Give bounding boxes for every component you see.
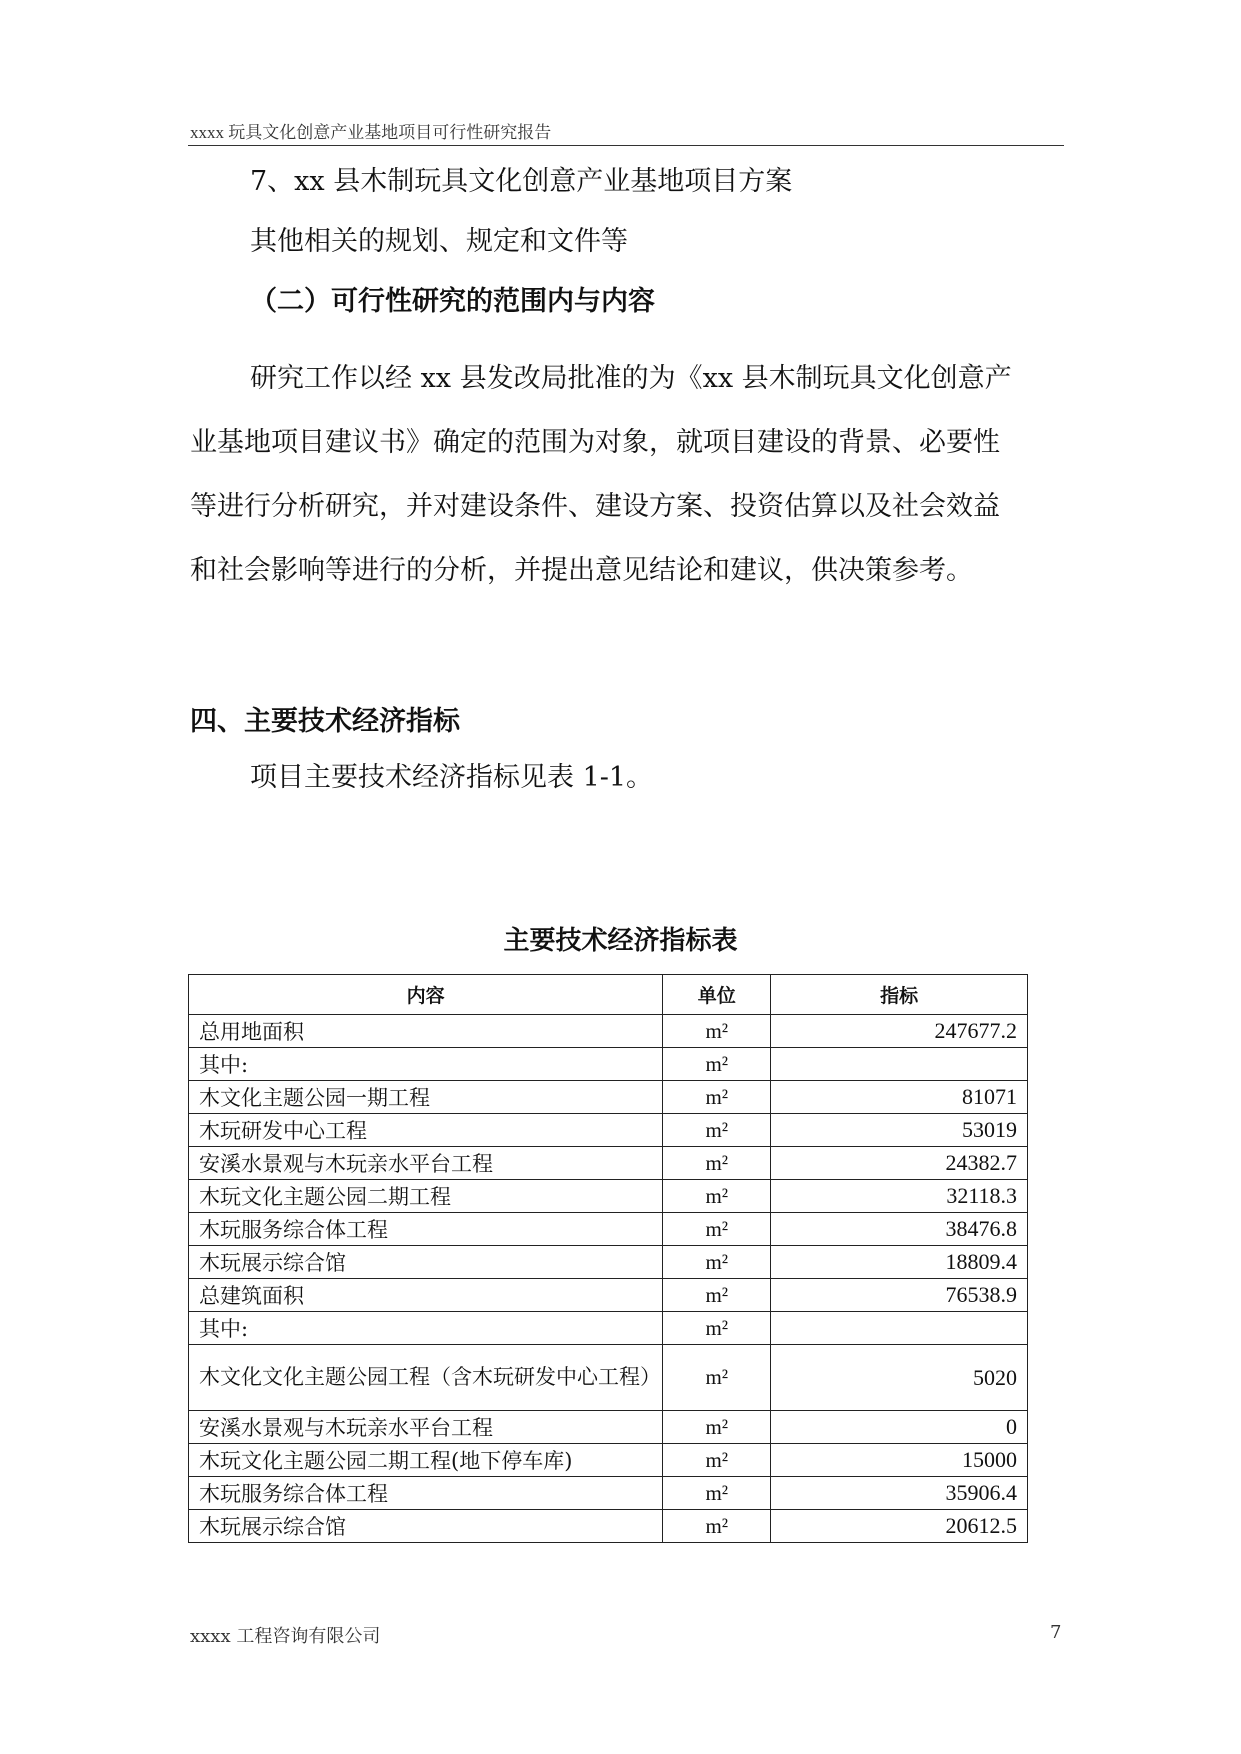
cell-unit: m² bbox=[663, 1279, 771, 1312]
cell-content: 其中: bbox=[189, 1312, 663, 1345]
table-title: 主要技术经济指标表 bbox=[503, 926, 738, 956]
cell-unit: m² bbox=[663, 1180, 771, 1213]
cell-value bbox=[771, 1312, 1028, 1345]
cell-value bbox=[771, 1048, 1028, 1081]
table-row bbox=[189, 1477, 1028, 1510]
page-header-title: xxxx 玩具文化创意产业基地项目可行性研究报告 bbox=[190, 123, 552, 142]
table-row bbox=[189, 1081, 1028, 1114]
scope-line: 等进行分析研究，并对建设条件、建设方案、投资估算以及社会效益 bbox=[190, 491, 1000, 522]
table-row bbox=[189, 1246, 1028, 1279]
table-row bbox=[189, 1411, 1028, 1444]
cell-value: 76538.9 bbox=[771, 1279, 1028, 1312]
cell-content: 安溪水景观与木玩亲水平台工程 bbox=[189, 1411, 663, 1444]
header-content: 内容 bbox=[189, 975, 663, 1015]
scope-line: 和社会影响等进行的分析，并提出意见结论和建议，供决策参考。 bbox=[190, 555, 973, 586]
cell-unit: m² bbox=[663, 1477, 771, 1510]
cell-content: 安溪水景观与木玩亲水平台工程 bbox=[189, 1147, 663, 1180]
cell-content: 木文化主题公园一期工程 bbox=[189, 1081, 663, 1114]
table-row bbox=[189, 1213, 1028, 1246]
table-row bbox=[189, 1114, 1028, 1147]
section-4-heading: 四、主要技术经济指标 bbox=[190, 706, 460, 737]
cell-value: 5020 bbox=[771, 1345, 1028, 1411]
table-row bbox=[189, 1048, 1028, 1081]
cell-value: 15000 bbox=[771, 1444, 1028, 1477]
cell-content: 木玩服务综合体工程 bbox=[189, 1477, 663, 1510]
cell-unit: m² bbox=[663, 1246, 771, 1279]
cell-content: 木玩展示综合馆 bbox=[189, 1246, 663, 1279]
cell-content: 木文化文化主题公园工程（含木玩研发中心工程） bbox=[189, 1345, 663, 1411]
cell-content: 木玩文化主题公园二期工程 bbox=[189, 1180, 663, 1213]
cell-unit: m² bbox=[663, 1345, 771, 1411]
cell-content: 木玩服务综合体工程 bbox=[189, 1213, 663, 1246]
table-header-row bbox=[189, 975, 1028, 1015]
cell-value: 81071 bbox=[771, 1081, 1028, 1114]
cell-content: 其中: bbox=[189, 1048, 663, 1081]
table-row bbox=[189, 1279, 1028, 1312]
section-4-text: 项目主要技术经济指标见表 1-1。 bbox=[250, 762, 654, 793]
other-documents-text: 其他相关的规划、规定和文件等 bbox=[250, 226, 628, 257]
cell-value: 18809.4 bbox=[771, 1246, 1028, 1279]
page-number: 7 bbox=[1050, 1622, 1062, 1643]
cell-value: 20612.5 bbox=[771, 1510, 1028, 1543]
cell-content: 木玩展示综合馆 bbox=[189, 1510, 663, 1543]
cell-content: 总用地面积 bbox=[189, 1015, 663, 1048]
table-row bbox=[189, 1510, 1028, 1543]
cell-value: 38476.8 bbox=[771, 1213, 1028, 1246]
cell-unit: m² bbox=[663, 1444, 771, 1477]
cell-content: 木玩研发中心工程 bbox=[189, 1114, 663, 1147]
cell-unit: m² bbox=[663, 1114, 771, 1147]
cell-value: 247677.2 bbox=[771, 1015, 1028, 1048]
header-value: 指标 bbox=[771, 975, 1028, 1015]
table-row bbox=[189, 1345, 1028, 1411]
cell-unit: m² bbox=[663, 1048, 771, 1081]
indicators-table bbox=[188, 974, 1028, 1543]
cell-unit: m² bbox=[663, 1015, 771, 1048]
cell-value: 0 bbox=[771, 1411, 1028, 1444]
footer-company: xxxx 工程咨询有限公司 bbox=[190, 1626, 381, 1647]
cell-value: 32118.3 bbox=[771, 1180, 1028, 1213]
cell-unit: m² bbox=[663, 1213, 771, 1246]
cell-unit: m² bbox=[663, 1081, 771, 1114]
cell-content: 木玩文化主题公园二期工程(地下停车库) bbox=[189, 1444, 663, 1477]
header-divider bbox=[188, 145, 1064, 146]
table-row bbox=[189, 1312, 1028, 1345]
cell-value: 53019 bbox=[771, 1114, 1028, 1147]
cell-value: 35906.4 bbox=[771, 1477, 1028, 1510]
table-row bbox=[189, 1015, 1028, 1048]
table-row bbox=[189, 1147, 1028, 1180]
cell-unit: m² bbox=[663, 1312, 771, 1345]
header-unit: 单位 bbox=[663, 975, 771, 1015]
table-row bbox=[189, 1180, 1028, 1213]
section-scope-heading: （二）可行性研究的范围内与内容 bbox=[250, 286, 655, 317]
cell-value: 24382.7 bbox=[771, 1147, 1028, 1180]
item-7-text: 7、xx 县木制玩具文化创意产业基地项目方案 bbox=[250, 166, 793, 197]
scope-line: 业基地项目建议书》确定的范围为对象，就项目建设的背景、必要性 bbox=[190, 427, 1000, 458]
scope-line: 研究工作以经 xx 县发改局批准的为《xx 县木制玩具文化创意产 bbox=[250, 363, 1012, 394]
cell-unit: m² bbox=[663, 1411, 771, 1444]
cell-unit: m² bbox=[663, 1510, 771, 1543]
table-row bbox=[189, 1444, 1028, 1477]
cell-unit: m² bbox=[663, 1147, 771, 1180]
cell-content: 总建筑面积 bbox=[189, 1279, 663, 1312]
